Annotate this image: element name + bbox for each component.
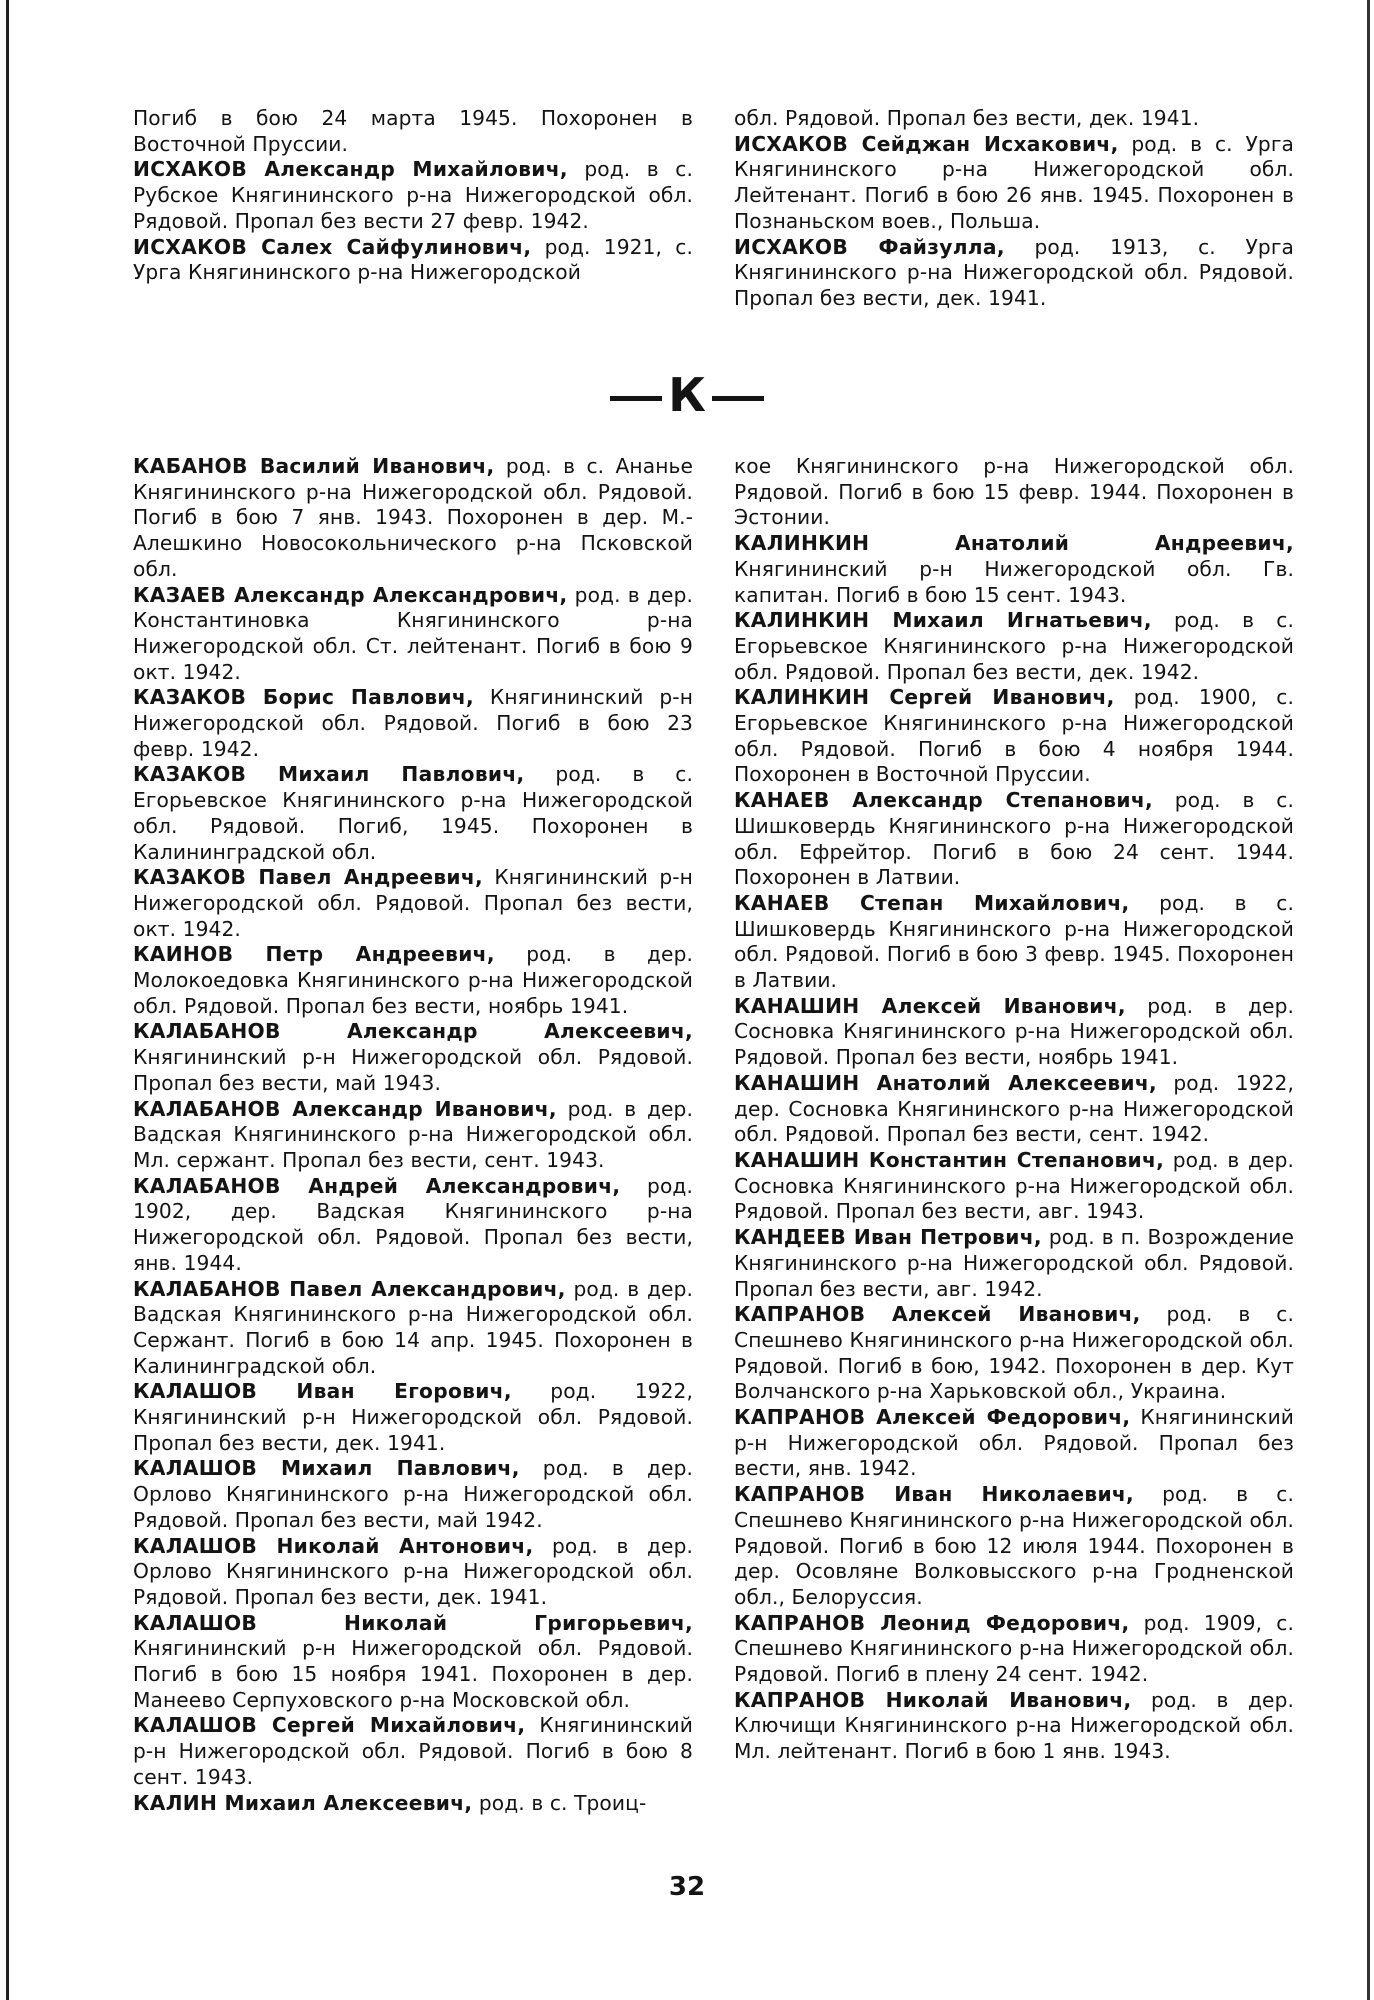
entry-details: род. 1900, с. Егорьевское Княгининского р-на Нижегородской обл. Рядовой. Погиб в бою 4 ноября 1944. Похоронен в Восточной Пруссии. xyxy=(734,685,1294,787)
top-right-column xyxy=(734,106,1294,312)
entry-details: род. в дер. Вадская Княгининского р-на Нижегородской обл. Сержант. Погиб в бою 14 апр. 1945. Похоронен в Калининградской обл. xyxy=(133,1276,694,1378)
entry-details: род. 1922, Княгининский р-н Нижегородской обл. Рядовой. Пропал без вести, дек. 1941. xyxy=(133,1379,693,1455)
memorial-entry xyxy=(734,1688,1294,1765)
memorial-entry xyxy=(734,454,1294,531)
entry-details: род. 1909, с. Спешнево Княгининского р-на Нижегородской обл. Рядовой. Погиб в плену 24 сент. 1942. xyxy=(734,1610,1294,1687)
memorial-entry xyxy=(734,235,1294,312)
memorial-entry xyxy=(734,1611,1294,1688)
memorial-entry xyxy=(734,891,1294,994)
entry-details: обл. Рядовой. Пропал без вести, дек. 1941. xyxy=(734,106,1200,130)
memorial-entry xyxy=(133,762,693,865)
memorial-entry xyxy=(133,106,693,157)
entry-name: КАЛАШОВ Михаил Павлович, xyxy=(133,1456,520,1481)
entry-name: КАПРАНОВ Николай Иванович, xyxy=(734,1687,1132,1712)
entry-name: КАНДЕЕВ Иван Петрович, xyxy=(734,1225,1042,1250)
entry-name: КАПРАНОВ Алексей Иванович, xyxy=(734,1302,1141,1327)
memorial-entry xyxy=(133,1791,693,1817)
section-letter: К xyxy=(668,368,706,422)
memorial-entry xyxy=(133,1713,693,1790)
memorial-entry xyxy=(133,1611,693,1714)
memorial-entry xyxy=(734,1148,1294,1225)
entry-details: род. в дер. Сосновка Княгининского р-на Нижегородской обл. Рядовой. Пропал без вести, авг. 1943. xyxy=(734,1147,1294,1224)
entry-details: Княгининский р-н Нижегородской обл. Рядовой. Пропал без вести, янв. 1942. xyxy=(734,1405,1295,1481)
entry-details: Княгининский р-н Нижегородской обл. Рядовой. Погиб в бою 8 сент. 1943. xyxy=(133,1713,693,1789)
section-letter-heading xyxy=(0,370,1374,420)
entry-name: ИСХАКОВ Александр Михайлович, xyxy=(133,157,568,182)
entry-name: КАЗАКОВ Борис Павлович, xyxy=(133,685,475,710)
entry-name: КАЛАШОВ Иван Егорович, xyxy=(133,1379,512,1404)
entry-details: род. в с. Егорьевское Княгининского р-на Нижегородской обл. Рядовой. Пропал без вести, дек. 1942. xyxy=(734,608,1294,684)
entry-name: КАЛИНКИН Анатолий Андреевич, xyxy=(734,531,1294,556)
entry-name: КАНАШИН Анатолий Алексеевич, xyxy=(734,1070,1157,1095)
entry-name: КАПРАНОВ Иван Николаевич, xyxy=(734,1482,1135,1507)
memorial-entry xyxy=(734,1405,1294,1482)
entry-name: КАЗАКОВ Михаил Павлович, xyxy=(133,762,525,787)
entry-name: КАПРАНОВ Алексей Федорович, xyxy=(734,1405,1131,1430)
entry-name: КАЛАШОВ Николай Антонович, xyxy=(133,1533,534,1558)
entry-name: КАЛАБАНОВ Александр Иванович, xyxy=(133,1096,557,1121)
entry-name: КАПРАНОВ Леонид Федорович, xyxy=(734,1610,1130,1635)
entry-details: род. в с. Шишковердь Княгининского р-на Нижегородской обл. Рядовой. Погиб в бою 3 февр. 1945. Похоронен в Латвии. xyxy=(734,890,1294,993)
memorial-entry xyxy=(133,454,693,583)
left-column xyxy=(133,454,693,1816)
entry-details: род. в с. Спешнево Княгининского р-на Нижегородской обл. Рядовой. Погиб в бою 12 июля 1944. Похоронен в дер. Осовляне Волковысского р-на Гродненской обл., Белоруссия. xyxy=(734,1482,1294,1609)
entry-details: Княгининский р-н Нижегородской обл. Рядовой. Погиб в бою 15 ноября 1941. Похоронен в дер. Манеево Серпуховского р-на Московской обл. xyxy=(133,1636,693,1712)
memorial-entry xyxy=(734,531,1294,608)
memorial-entry xyxy=(133,1534,693,1611)
entry-details: род. в дер. Вадская Княгининского р-на Нижегородской обл. Мл. сержант. Пропал без вести, сент. 1943. xyxy=(133,1096,693,1172)
entry-details: род. 1902, дер. Вадская Княгининского р-на Нижегородской обл. Рядовой. Пропал без вести, янв. 1944. xyxy=(133,1173,693,1275)
entry-name: КАЛИНКИН Михаил Игнатьевич, xyxy=(734,608,1152,633)
memorial-entry xyxy=(734,994,1294,1071)
memorial-entry xyxy=(734,1225,1294,1302)
entry-details: род. в с. Троиц- xyxy=(472,1790,647,1815)
entry-details: род. в дер. Орлово Княгининского р-на Нижегородской обл. Рядовой. Пропал без вести, май 1942. xyxy=(133,1456,694,1532)
entry-name: КАИНОВ Петр Андреевич, xyxy=(133,942,495,967)
memorial-entry xyxy=(133,1019,693,1096)
entry-details: Княгининский р-н Нижегородской обл. Рядовой. Пропал без вести, май 1943. xyxy=(133,1045,693,1095)
memorial-entry xyxy=(734,685,1294,788)
entry-details: Княгининский р-н Нижегородской обл. Рядовой. Погиб в бою 23 февр. 1942. xyxy=(133,685,693,761)
entry-name: КАЗАКОВ Павел Андреевич, xyxy=(133,865,484,890)
entry-details: род. 1913, с. Урга Княгининского р-на Нижегородской обл. Рядовой. Пропал без вести, дек. 1941. xyxy=(734,234,1294,310)
entry-details: род. 1921, с. Урга Княгининского р-на Нижегородской xyxy=(133,234,693,285)
memorial-entry xyxy=(133,942,693,1019)
entry-details: Погиб в бою 24 марта 1945. Похоронен в Восточной Пруссии. xyxy=(133,106,693,156)
entry-name: КАНАШИН Константин Степанович, xyxy=(734,1147,1165,1172)
entry-details: род. в с. Рубское Княгининского р-на Нижегородской обл. Рядовой. Пропал без вести 27 февр. 1942. xyxy=(133,157,693,233)
memorial-entry xyxy=(133,1097,693,1174)
entry-details: род. в с. Спешнево Княгининского р-на Нижегородской обл. Рядовой. Погиб в бою, 1942. Похоронен в дер. Кут Волчанского р-на Харьковской обл., Украина. xyxy=(734,1302,1294,1404)
memorial-entry xyxy=(734,1482,1294,1611)
entry-name: КАНАШИН Алексей Иванович, xyxy=(734,993,1126,1018)
entry-name: КАБАНОВ Василий Иванович, xyxy=(133,454,495,478)
scan-border-left xyxy=(6,0,9,2000)
entry-name: ИСХАКОВ Сейджан Исхакович, xyxy=(734,131,1119,156)
memorial-entry xyxy=(133,1277,693,1380)
entry-details: род. в дер. Константиновка Княгининского р-на Нижегородской обл. Ст. лейтенант. Погиб в бою 9 окт. 1942. xyxy=(133,582,693,684)
entry-name: КАЛАБАНОВ Павел Александрович, xyxy=(133,1276,566,1301)
memorial-entry xyxy=(734,1302,1294,1405)
entry-details: род. в дер. Ключищи Княгининского р-на Нижегородской обл. Мл. лейтенант. Погиб в бою 1 янв. 1943. xyxy=(734,1687,1295,1764)
memorial-entry xyxy=(734,106,1294,132)
entry-name: ИСХАКОВ Файзулла, xyxy=(734,234,1005,259)
page-number: 32 xyxy=(668,1872,706,1902)
entry-name: КАЗАЕВ Александр Александрович, xyxy=(133,582,568,607)
memorial-entry xyxy=(734,608,1294,685)
memorial-entry xyxy=(133,1379,693,1456)
heading-dash-right xyxy=(712,396,764,401)
entry-name: КАНАЕВ Александр Степанович, xyxy=(734,788,1153,813)
entry-details: род. в п. Возрождение Княгининского р-на Нижегородской обл. Рядовой. Пропал без вести, авг. 1942. xyxy=(734,1225,1295,1301)
entry-details: кое Княгининского р-на Нижегородской обл. Рядовой. Погиб в бою 15 февр. 1944. Похоронен в Эстонии. xyxy=(734,454,1294,530)
memorial-entry xyxy=(133,865,693,942)
entry-name: КАЛИН Михаил Алексеевич, xyxy=(133,1790,473,1815)
memorial-entry xyxy=(734,788,1294,891)
entry-details: род. в с. Егорьевское Княгининского р-на Нижегородской обл. Рядовой. Погиб, 1945. Похоронен в Калининградской обл. xyxy=(133,762,693,864)
heading-dash-left xyxy=(610,396,662,401)
entry-name: КАЛИНКИН Сергей Иванович, xyxy=(734,685,1115,710)
entry-details: род. в дер. Орлово Княгининского р-на Нижегородской обл. Рядовой. Пропал без вести, дек. 1941. xyxy=(133,1533,694,1609)
entry-details: род. 1922, дер. Сосновка Княгининского р-на Нижегородской обл. Рядовой. Пропал без вести, сент. 1942. xyxy=(734,1070,1294,1147)
entry-details: род. в с. Урга Княгининского р-на Нижегородской обл. Лейтенант. Погиб в бою 26 янв. 1945. Похоронен в Познаньском воев., Польша. xyxy=(734,131,1294,233)
memorial-entry xyxy=(133,583,693,686)
entry-details: род. в с. Ананье Княгининского р-на Нижегородской обл. Рядовой. Погиб в бою 7 янв. 1943. Похоронен в дер. М.-Алешкино Новосокольнического р-на Псковской обл. xyxy=(133,454,694,581)
top-left-column xyxy=(133,106,693,286)
entry-details: Княгининский р-н Нижегородской обл. Рядовой. Пропал без вести, окт. 1942. xyxy=(133,865,693,941)
scan-border-right xyxy=(1367,0,1370,2000)
memorial-entry xyxy=(734,1071,1294,1148)
memorial-entry xyxy=(133,685,693,762)
entry-details: род. в дер. Молокоедовка Княгининского р-на Нижегородской обл. Рядовой. Пропал без вести, ноябрь 1941. xyxy=(133,942,694,1018)
entry-name: КАЛАБАНОВ Андрей Александрович, xyxy=(133,1173,621,1198)
right-column xyxy=(734,454,1294,1765)
memorial-entry xyxy=(133,157,693,234)
entry-details: Княгининский р-н Нижегородской обл. Гв. капитан. Погиб в бою 15 сент. 1943. xyxy=(734,556,1294,607)
memorial-entry xyxy=(133,1456,693,1533)
entry-name: КАЛАШОВ Сергей Михайлович, xyxy=(133,1713,526,1738)
entry-details: род. в дер. Сосновка Княгининского р-на Нижегородской обл. Рядовой. Пропал без вести, ноябрь 1941. xyxy=(734,993,1295,1070)
entry-name: ИСХАКОВ Салех Сайфулинович, xyxy=(133,234,532,259)
entry-name: КАЛАШОВ Николай Григорьевич, xyxy=(133,1610,693,1635)
entry-details: род. в с. Шишковердь Княгининского р-на Нижегородской обл. Ефрейтор. Погиб в бою 24 сент. 1944. Похоронен в Латвии. xyxy=(734,788,1294,890)
memorial-entry xyxy=(133,235,693,286)
memorial-entry xyxy=(133,1174,693,1277)
entry-name: КАЛАБАНОВ Александр Алексеевич, xyxy=(133,1019,693,1044)
memorial-entry xyxy=(734,132,1294,235)
entry-name: КАНАЕВ Степан Михайлович, xyxy=(734,890,1130,915)
